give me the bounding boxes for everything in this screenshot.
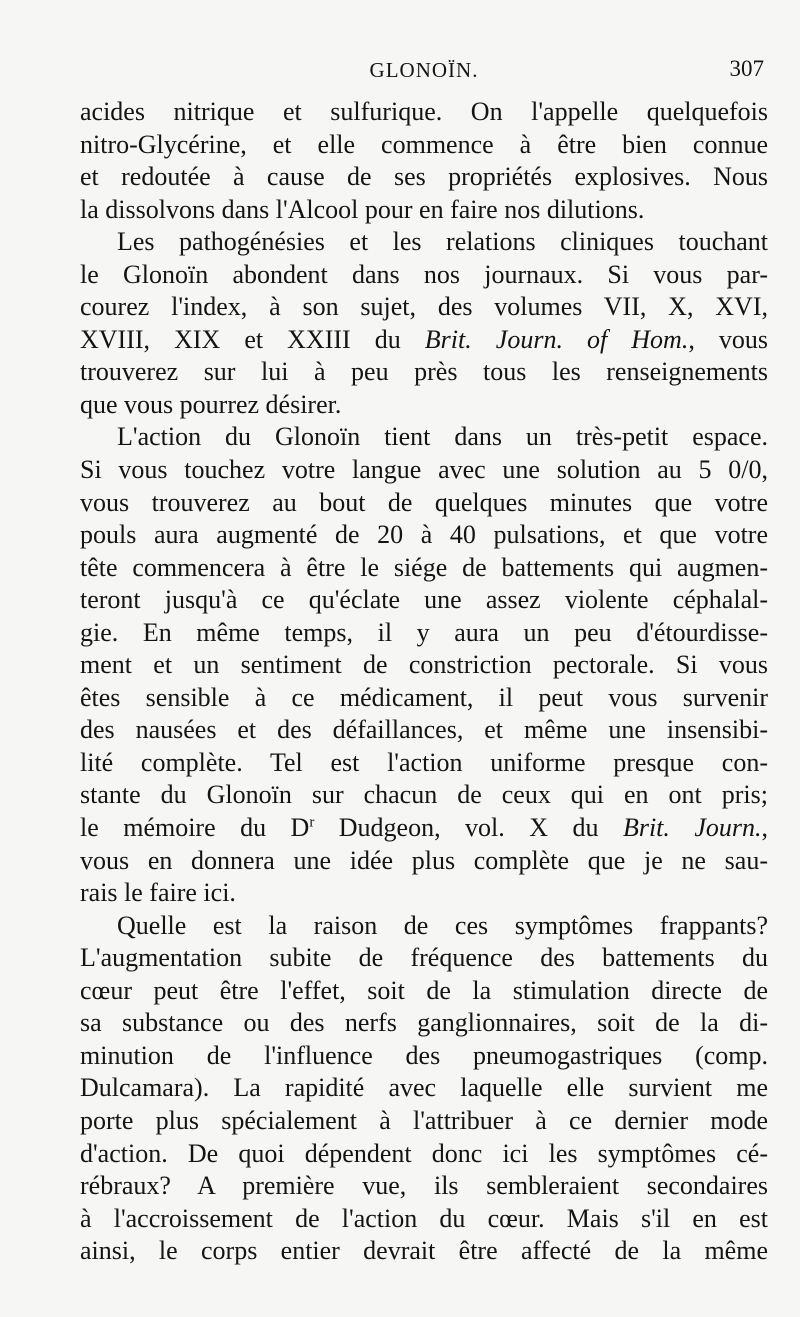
text-line: la dissolvons dans l'Alcool pour en faire nos dilutions. <box>80 194 645 224</box>
text-line: porte plus spécialement à l'attribuer à ce dernier mode <box>80 1105 768 1135</box>
text-line: sa substance ou des nerfs ganglionnaires, soit de la di- <box>80 1008 768 1038</box>
text-line: des nausées et des défaillances, et même une insensibi- <box>80 715 768 745</box>
text-line: L'augmentation subite de fréquence des battements du <box>80 943 768 973</box>
text-line: acides nitrique et sulfurique. On l'appelle quelquefois <box>80 97 768 126</box>
italic-title: Brit. Journ. of Hom. <box>424 324 689 354</box>
text-line: et redoutée à cause de ses propriétés explosives. Nous <box>80 162 768 192</box>
text-line: à l'accroissement de l'action du cœur. Mais s'il en est <box>80 1203 768 1233</box>
text-line: êtes sensible à ce médicament, il peut vous survenir <box>80 682 768 712</box>
text-line: XVIII, XIX et XXIII du Brit. Journ. of Hom., vous <box>80 324 769 354</box>
body-text <box>80 96 768 1268</box>
text-line: courez l'index, à son sujet, des volumes VII, X, XVI, <box>80 292 768 322</box>
text-line: trouverez sur lui à peu près tous les renseignements <box>80 357 768 387</box>
text-line: Les pathogénésies et les relations cliniques touchant <box>117 227 768 257</box>
text-line: stante du Glonoïn sur chacun de ceux qui en ont pris; <box>80 780 768 810</box>
text-line: pouls aura augmenté de 20 à 40 pulsations, et que votre <box>80 520 768 550</box>
text-line: d'action. De quoi dépendent donc ici les symptômes cé- <box>80 1138 768 1168</box>
italic-title: Brit. Journ. <box>622 813 762 843</box>
text-line: vous en donnera une idée plus complète que je ne sau- <box>80 845 768 875</box>
text-line: gie. En même temps, il y aura un peu d'étourdisse- <box>80 617 768 647</box>
text-line: vous trouverez au bout de quelques minutes que votre <box>80 487 768 517</box>
text-line: L'action du Glonoïn tient dans un très-petit espace. <box>117 422 768 452</box>
text-line: ment et un sentiment de constriction pectorale. Si vous <box>80 650 768 680</box>
text-line: cœur peut être l'effet, soit de la stimulation directe de <box>80 975 768 1005</box>
page-header <box>80 52 768 92</box>
text-line: tête commencera à être le siége de battements qui augmen- <box>80 552 768 582</box>
text-line: que vous pourrez désirer. <box>80 389 342 419</box>
text-line: minution de l'influence des pneumogastriques (comp. <box>80 1040 768 1070</box>
page-number: 307 <box>729 56 764 81</box>
text-line: le mémoire du $D^r$ Dudgeon, vol. X du Brit. Journ., <box>80 813 768 843</box>
text-line: Dulcamara). La rapidité avec laquelle elle survient me <box>80 1073 768 1103</box>
text-line: le Glonoïn abondent dans nos journaux. Si vous par- <box>80 259 768 289</box>
text-line: Si vous touchez votre langue avec une solution au 5 0/0, <box>80 455 768 485</box>
text-line: rébraux? A première vue, ils sembleraient secondaires <box>80 1171 768 1201</box>
text-line: Quelle est la raison de ces symptômes frappants? <box>117 910 768 940</box>
running-head: GLONOÏN. <box>369 58 479 82</box>
text-line: teront jusqu'à ce qu'éclate une assez violente céphalal- <box>80 585 768 615</box>
text-line: nitro-Glycérine, et elle commence à être bien connue <box>80 129 768 159</box>
text-line: lité complète. Tel est l'action uniforme presque con- <box>80 747 768 777</box>
superscript: r <box>309 814 315 831</box>
text-line: ainsi, le corps entier devrait être affecté de la même <box>80 1236 768 1266</box>
text-line: rais le faire ici. <box>80 878 236 908</box>
